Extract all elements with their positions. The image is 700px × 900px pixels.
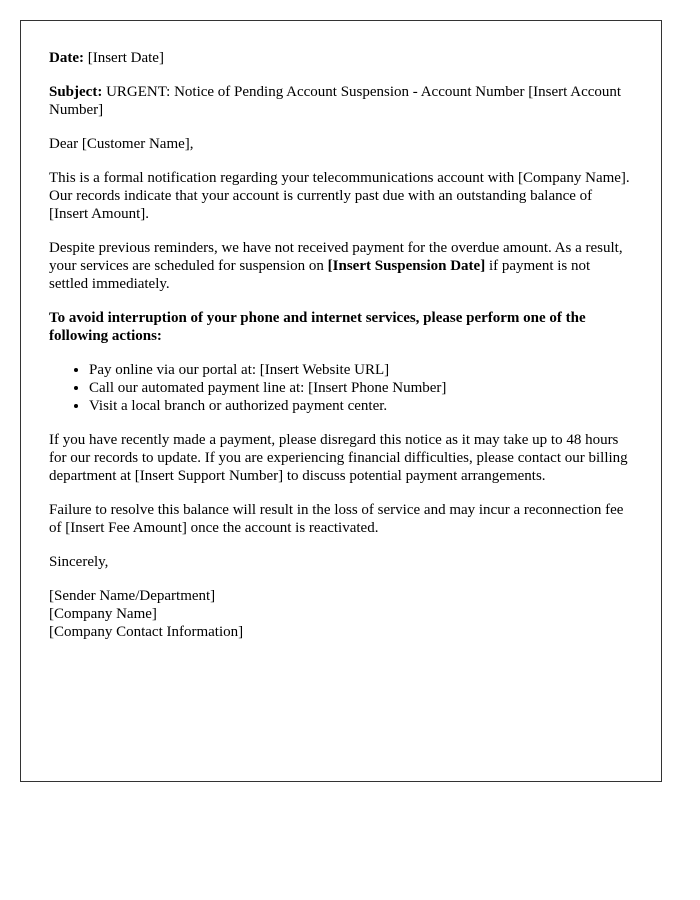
paragraph-notification: This is a formal notification regarding your telecommunications account with [Company Name]. Our records indicate that your account is currently past due with an outstanding balance of [Insert Amount].	[49, 170, 630, 222]
signature-block	[49, 587, 632, 641]
paragraph-failure: Failure to resolve this balance will result in the loss of service and may incur a reconnection fee of [Insert Fee Amount] once the account is reactivated.	[49, 502, 624, 536]
subject-label: Subject:	[49, 84, 103, 100]
salutation: Dear [Customer Name],	[49, 136, 194, 152]
sender-name: [Sender Name/Department]	[49, 588, 216, 604]
suspension-text-end: if payment is not settled immediately.	[49, 258, 591, 292]
date-line	[49, 49, 632, 67]
paragraph-suspension	[49, 239, 632, 293]
list-item: • Visit a local branch or authorized payment center.	[89, 397, 632, 415]
date-value: [Insert Date]	[87, 50, 164, 66]
closing: Sincerely,	[49, 554, 109, 570]
list-item: • Pay online via our portal at: [Insert Website URL]	[89, 361, 632, 379]
subject-line	[49, 83, 632, 119]
actions-heading-text: To avoid interruption of your phone and internet services, please perform one of the following actions:	[49, 310, 586, 344]
suspension-text: Despite previous reminders, we have not received payment for the overdue amount. As a result, your services are scheduled for suspension on	[49, 240, 623, 274]
letter	[20, 20, 662, 782]
list-item: • Call our automated payment line at: [Insert Phone Number]	[89, 379, 632, 397]
company-contact: [Company Contact Information]	[49, 624, 244, 640]
company-name: [Company Name]	[49, 606, 157, 622]
suspension-date: [Insert Suspension Date]	[327, 258, 486, 274]
date-label: Date:	[49, 50, 84, 66]
actions-list	[49, 361, 632, 415]
actions-heading	[49, 309, 632, 345]
subject-value: URGENT: Notice of Pending Account Suspension - Account Number [Insert Account Number]	[49, 84, 622, 118]
paragraph-recent-payment: If you have recently made a payment, please disregard this notice as it may take up to 48 hours for our records to update. If you are experiencing financial difficulties, please contact our billing department at [Insert Support Number] to discuss potential payment arrangements.	[49, 432, 628, 484]
